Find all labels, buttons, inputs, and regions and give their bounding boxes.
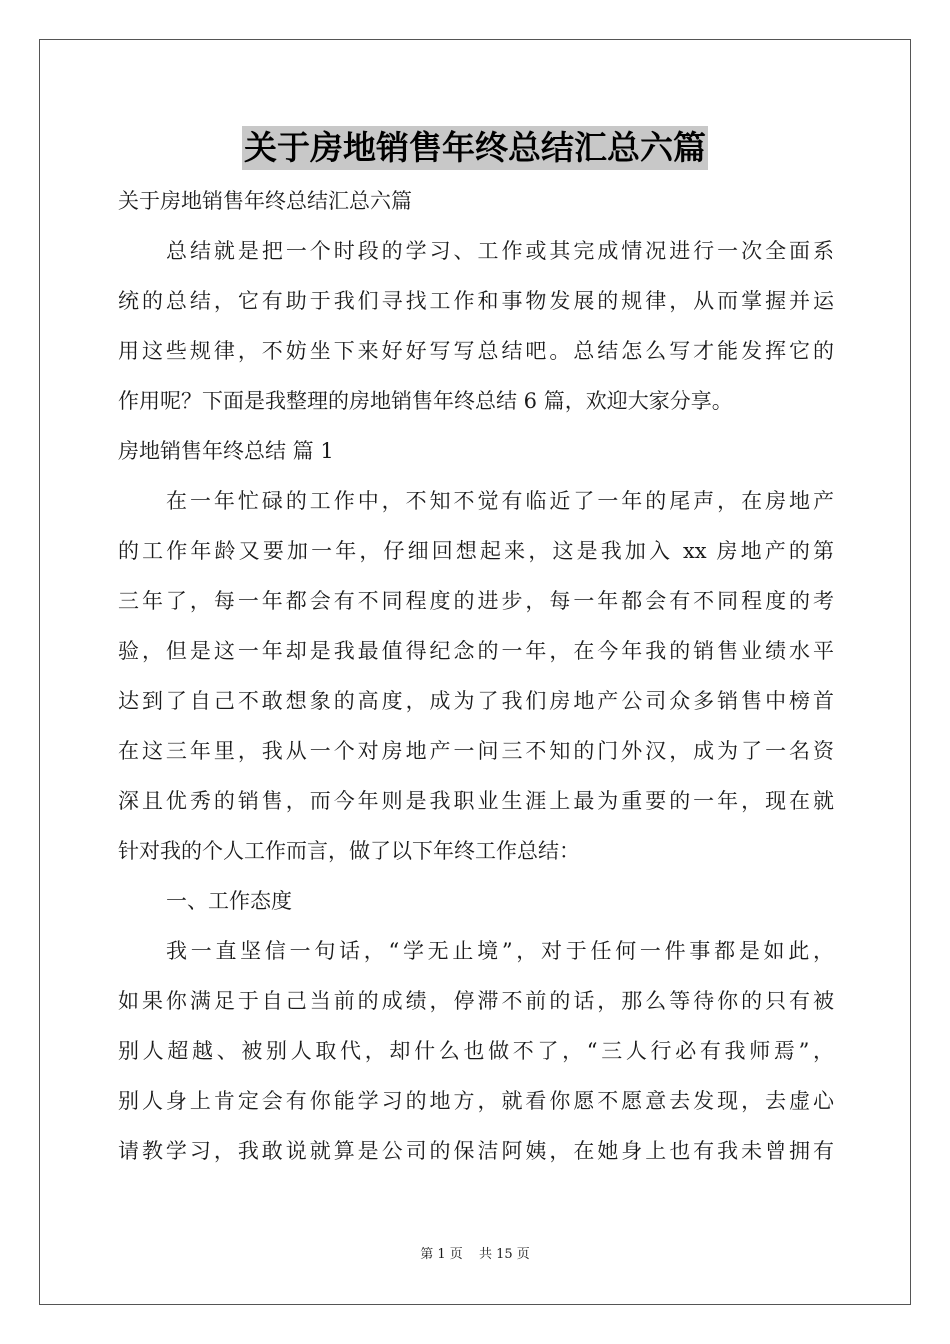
text-line: 针对我的个人工作而言，做了以下年终工作总结： — [118, 839, 580, 863]
text-line: 请教学习，我敢说就算是公司的保洁阿姨，在她身上也有我未曾拥有 — [118, 1139, 834, 1163]
text-line: 我一直坚信一句话，“学无止境”，对于任何一件事都是如此， — [166, 939, 834, 963]
text-line: 验，但是这一年却是我最值得纪念的一年，在今年我的销售业绩水平 — [118, 639, 834, 663]
page-number: 第 1 页 — [420, 1247, 463, 1262]
text-line: 在一年忙碌的工作中，不知不觉有临近了一年的尾声，在房地产 — [166, 489, 834, 513]
text-line: 的工作年龄又要加一年，仔细回想起来，这是我加入 xx 房地产的第 — [118, 539, 834, 563]
document-body — [118, 176, 834, 1176]
page-total: 共 15 页 — [478, 1247, 530, 1262]
text-line: 用这些规律，不妨坐下来好好写写总结吧。总结怎么写才能发挥它的 — [118, 339, 834, 363]
text-line: 作用呢？下面是我整理的房地销售年终总结 6 篇，欢迎大家分享。 — [118, 389, 733, 413]
title-container — [0, 126, 950, 170]
page-footer — [0, 1245, 950, 1265]
text-line: 深且优秀的销售，而今年则是我职业生涯上最为重要的一年，现在就 — [118, 789, 834, 813]
text-line: 别人身上肯定会有你能学习的地方，就看你愿不愿意去发现，去虚心 — [118, 1089, 834, 1113]
text-line: 达到了自己不敢想象的高度，成为了我们房地产公司众多销售中榜首 — [118, 689, 834, 713]
text-line: 别人超越、被别人取代，却什么也做不了，“三人行必有我师焉”， — [118, 1039, 834, 1063]
text-line: 房地销售年终总结 篇 1 — [118, 439, 334, 463]
text-line: 如果你满足于自己当前的成绩，停滞不前的话，那么等待你的只有被 — [118, 989, 834, 1013]
text-line: 总结就是把一个时段的学习、工作或其完成情况进行一次全面系 — [166, 239, 834, 263]
text-line: 在这三年里，我从一个对房地产一问三不知的门外汉，成为了一名资 — [118, 739, 834, 763]
text-line: 统的总结，它有助于我们寻找工作和事物发展的规律，从而掌握并运 — [118, 289, 834, 313]
text-line: 关于房地销售年终总结汇总六篇 — [118, 189, 412, 213]
document-title: 关于房地销售年终总结汇总六篇 — [242, 126, 708, 170]
text-line: 三年了，每一年都会有不同程度的进步，每一年都会有不同程度的考 — [118, 589, 834, 613]
text-line: 一、工作态度 — [166, 889, 292, 913]
